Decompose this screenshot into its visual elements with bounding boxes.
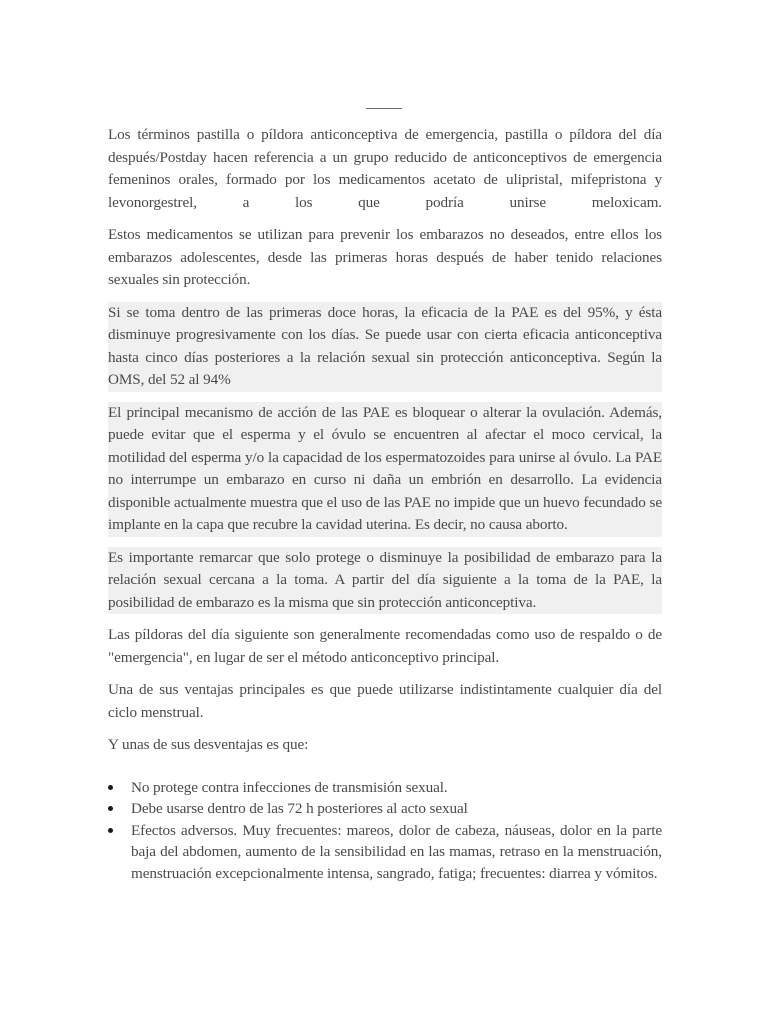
paragraph-mechanism: El principal mecanismo de acción de las PAE es bloquear o alterar la ovulación. Además, puede evitar que el esperma y el óvulo se encuentren al afectar el moco cervical, la motilidad del esperma y/o la capacidad de los espermatozoides para unirse al óvulo. La PAE no interrumpe un embarazo en curso ni daña un embrión en desarrollo. La evidencia disponible actualmente muestra que el uso de las PAE no impide que un huevo fecundado se implante en la capa que recubre la cavidad uterina. Es decir, no causa aborto.: [108, 402, 662, 537]
list-item-text: No protege contra infecciones de transmisión sexual.: [131, 778, 448, 796]
list-item-text: Debe usarse dentro de las 72 h posteriores al acto sexual: [131, 800, 468, 817]
disadvantages-list: [108, 777, 662, 885]
document-body: [108, 124, 662, 884]
paragraph-definition: Los términos pastilla o píldora anticonceptiva de emergencia, pastilla o píldora del día después/Postday hacen referencia a un grupo reducido de anticonceptivos de emergencia femeninos orales, formado por los medicamentos acetato de ulipristal, mifepristona y levonorgestrel, a los que podría unirse meloxicam.: [108, 126, 662, 211]
top-divider-line: [366, 108, 402, 109]
bullet-icon: [108, 785, 113, 790]
list-item: [108, 777, 662, 799]
paragraph-protection-scope: Es importante remarcar que solo protege o disminuye la posibilidad de embarazo para la relación sexual cercana a la toma. A partir del día siguiente a la toma de la PAE, la posibilidad de embarazo es la misma que sin protección anticonceptiva.: [108, 547, 662, 615]
bullet-icon: [108, 828, 113, 833]
list-item-text: Efectos adversos. Muy frecuentes: mareos, dolor de cabeza, náuseas, dolor en la parte baja del abdomen, aumento de la sensibilidad en las mamas, retraso en la menstruación, menstruación excepcionalmente intensa, sangrado, fatiga; frecuentes: diarrea y vómitos.: [131, 821, 662, 882]
list-item: [108, 820, 662, 885]
paragraph-disadvantages-intro: Y unas de sus desventajas es que:: [108, 736, 309, 753]
paragraph-advantages: Una de sus ventajas principales es que puede utilizarse indistintamente cualquier día del ciclo menstrual.: [108, 681, 662, 721]
bullet-icon: [108, 806, 113, 811]
list-item: [108, 798, 662, 820]
paragraph-emergency-use: Las píldoras del día siguiente son generalmente recomendadas como uso de respaldo o de "emergencia", en lugar de ser el método anticonceptivo principal.: [108, 626, 662, 666]
paragraph-efficacy: Si se toma dentro de las primeras doce horas, la eficacia de la PAE es del 95%, y ésta disminuye progresivamente con los días. Se puede usar con cierta eficacia anticonceptiva hasta cinco días posteriores a la relación sexual sin protección anticonceptiva. Según la OMS, del 52 al 94%: [108, 302, 662, 392]
paragraph-usage: Estos medicamentos se utilizan para prevenir los embarazos no deseados, entre ellos los embarazos adolescentes, desde las primeras horas después de haber tenido relaciones sexuales sin protección.: [108, 226, 662, 288]
